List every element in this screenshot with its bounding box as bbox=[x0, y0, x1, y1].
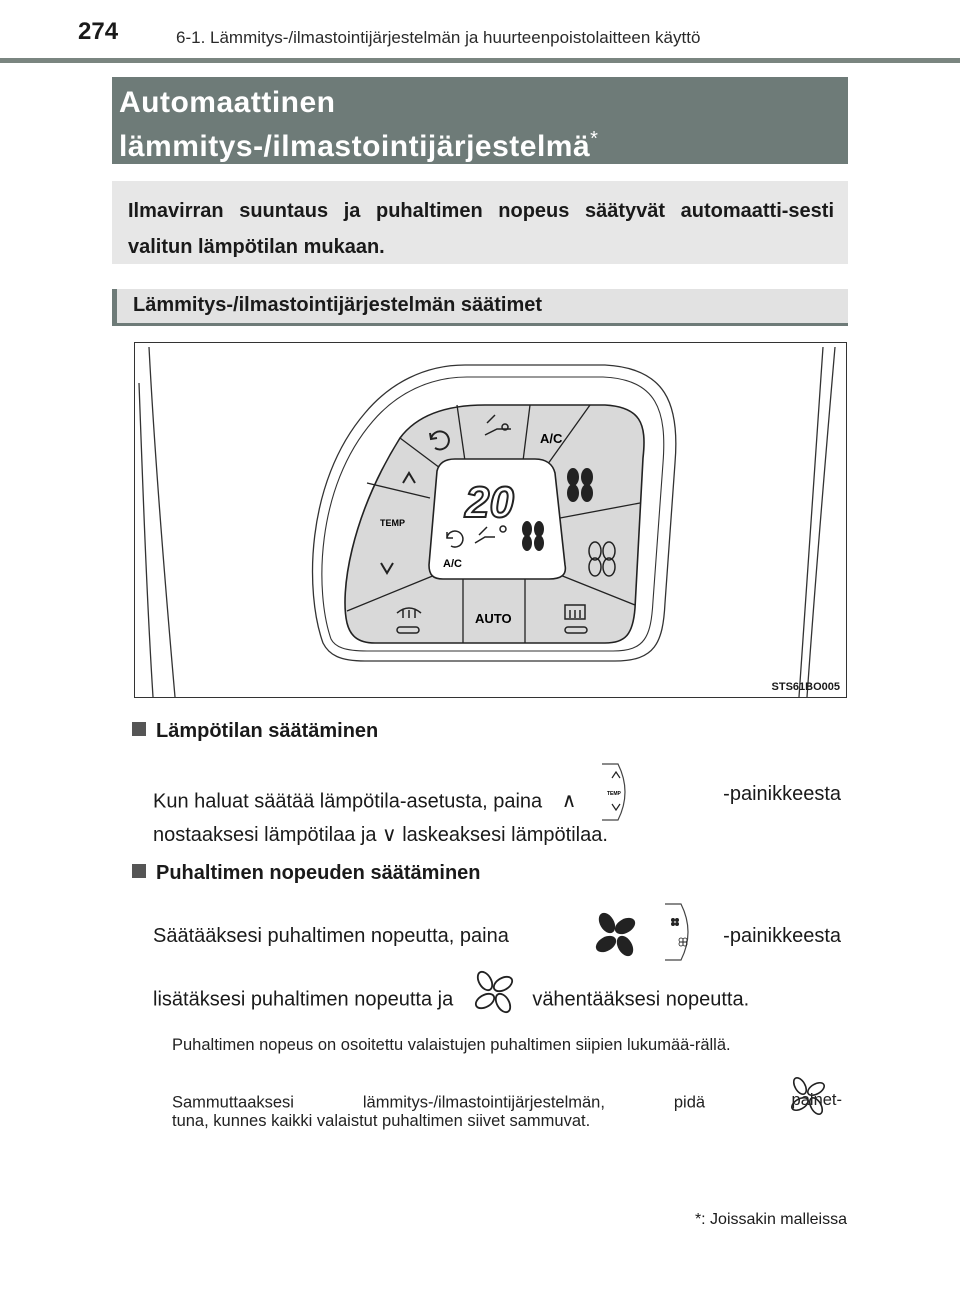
footnote: *: Joissakin malleissa bbox=[694, 1211, 847, 1228]
control-panel-figure bbox=[134, 342, 847, 698]
auto-button-label: AUTO bbox=[475, 611, 512, 626]
ac-button-label: A/C bbox=[540, 431, 563, 446]
control-panel-illustration bbox=[135, 343, 846, 697]
temp-paragraph-line-1: Kun haluat säätää lämpötila-asetusta, paina ∧ TEMP -painikkeesta bbox=[153, 782, 841, 822]
temp-button-icon bbox=[598, 762, 638, 822]
title-line-1: Automaattinen bbox=[119, 86, 336, 119]
fan-button-icon bbox=[661, 902, 701, 962]
page-number: 274 bbox=[78, 18, 119, 45]
title-asterisk: * bbox=[590, 128, 599, 150]
fan-note-2-line-2: tuna, kunnes kaikki valaistut puhaltimen siivet sammuvat. bbox=[172, 1112, 591, 1130]
fan-note-1: Puhaltimen nopeus on osoitettu valaistujen puhaltimen siipien lukumää-rällä. bbox=[172, 1036, 731, 1054]
header-rule bbox=[0, 58, 960, 63]
page-title bbox=[112, 77, 848, 164]
intro-box: Ilmavirran suuntaus ja puhaltimen nopeus säätyvät automaatti-sesti valitun lämpötilan mukaan. bbox=[112, 181, 848, 264]
down-symbol: ∨ bbox=[382, 824, 397, 846]
bullet-square bbox=[132, 722, 146, 736]
fan-section-heading: Puhaltimen nopeuden säätäminen bbox=[132, 862, 481, 885]
figure-code: STS61BO005 bbox=[771, 681, 840, 693]
temp-paragraph-line-2: nostaaksesi lämpötilaa ja ∨ laskeaksesi lämpötilaa. bbox=[153, 824, 608, 846]
fan-note-2-line-1: Sammuttaaksesi lämmitys-/ilmastointijärjestelmän, pidä painet- bbox=[172, 1090, 842, 1116]
fan-filled-icon bbox=[591, 910, 641, 960]
bullet-square bbox=[132, 864, 146, 878]
svg-text:TEMP: TEMP bbox=[606, 791, 621, 797]
temp-label: TEMP bbox=[380, 518, 406, 528]
title-line-2: lämmitys-/ilmastointijärjestelmä* bbox=[119, 128, 599, 163]
section-header: 6-1. Lämmitys-/ilmastointijärjestelmän ja huurteenpoistolaitteen käyttö bbox=[176, 28, 701, 47]
fan-paragraph-line-2: lisätäksesi puhaltimen nopeutta ja vähentääksesi nopeutta. bbox=[153, 985, 841, 1015]
controls-heading: Lämmitys-/ilmastointijärjestelmän säätimet bbox=[112, 289, 848, 326]
temp-section-heading: Lämpötilan säätäminen bbox=[132, 720, 378, 743]
fan-outline-icon bbox=[471, 969, 517, 1015]
display-temp: 20 bbox=[465, 478, 514, 527]
fan-paragraph-line-1: Säätääksesi puhaltimen nopeutta, paina -painikkeesta bbox=[153, 924, 841, 948]
display-ac-label: A/C bbox=[443, 558, 462, 570]
up-symbol: ∧ bbox=[561, 790, 577, 813]
